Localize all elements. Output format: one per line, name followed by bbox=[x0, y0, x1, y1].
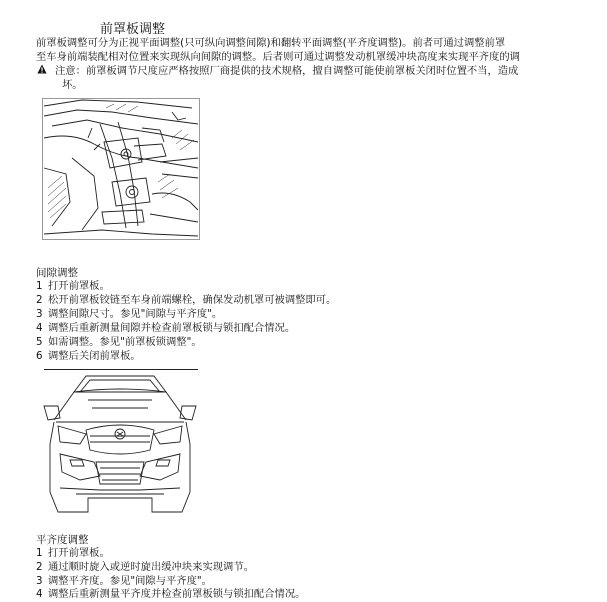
gap-step bbox=[36, 294, 336, 307]
step-number: 4 bbox=[36, 322, 43, 334]
intro-line-1: 前罩板调整可分为正视平面调整(只可纵向调整间隙)和翻转平面调整(平齐度调整)。前者可通过调整前罩 bbox=[36, 37, 506, 49]
step-text: 如需调整。参见"前罩板锁调整"。 bbox=[48, 336, 202, 348]
flush-step bbox=[36, 561, 254, 574]
step-text: 调整后重新测量平齐度并检查前罩板锁与锁扣配合情况。 bbox=[48, 588, 306, 600]
gap-adjust-heading: 间隙调整 bbox=[36, 267, 78, 279]
note-line-2: 坏。 bbox=[62, 79, 83, 91]
flush-step bbox=[36, 588, 305, 601]
flush-adjust-heading: 平齐度调整 bbox=[36, 534, 89, 546]
step-number: 4 bbox=[36, 588, 43, 600]
intro-line-2: 至车身前端装配相对位置来实现纵向间隙的调整。后者则可通过调整发动机罩缓冲块高度来实现平齐度的调 bbox=[36, 51, 520, 63]
step-text: 松开前罩板铰链至车身前端螺栓，确保发动机罩可被调整即可。 bbox=[48, 294, 337, 306]
step-number: 2 bbox=[36, 561, 43, 573]
flush-step bbox=[36, 547, 110, 560]
step-text: 打开前罩板。 bbox=[48, 280, 110, 292]
step-number: 3 bbox=[36, 575, 43, 587]
step-text: 调整后重新测量间隙并检查前罩板锁与锁扣配合情况。 bbox=[48, 322, 296, 334]
gap-step bbox=[36, 322, 295, 335]
gap-step bbox=[36, 308, 222, 321]
step-number: 6 bbox=[36, 350, 43, 362]
step-number: 2 bbox=[36, 294, 43, 306]
gap-step bbox=[36, 350, 141, 363]
step-number: 3 bbox=[36, 308, 43, 320]
divider bbox=[44, 369, 198, 370]
step-text: 通过顺时旋入或逆时旋出缓冲块来实现调节。 bbox=[48, 561, 254, 573]
hood-hinge-illustration bbox=[42, 98, 200, 240]
step-number: 1 bbox=[36, 280, 43, 292]
note-line-1: 注意：前罩板调节尺度应严格按照厂商提供的技术规格，擅自调整可能使前罩板关闭时位置不当，造成 bbox=[55, 65, 519, 77]
step-text: 调整间隙尺寸。参见"间隙与平齐度"。 bbox=[48, 308, 223, 320]
gap-step bbox=[36, 336, 202, 349]
step-text: 调整平齐度。参见"间隙与平齐度"。 bbox=[48, 575, 212, 587]
section-title: 前罩板调整 bbox=[100, 22, 166, 37]
gap-step bbox=[36, 280, 110, 293]
step-text: 调整后关闭前罩板。 bbox=[48, 350, 141, 362]
step-number: 1 bbox=[36, 547, 43, 559]
warning-icon bbox=[37, 64, 47, 74]
step-text: 打开前罩板。 bbox=[48, 547, 110, 559]
suv-front-illustration bbox=[40, 372, 200, 520]
step-number: 5 bbox=[36, 336, 43, 348]
flush-step bbox=[36, 575, 212, 588]
